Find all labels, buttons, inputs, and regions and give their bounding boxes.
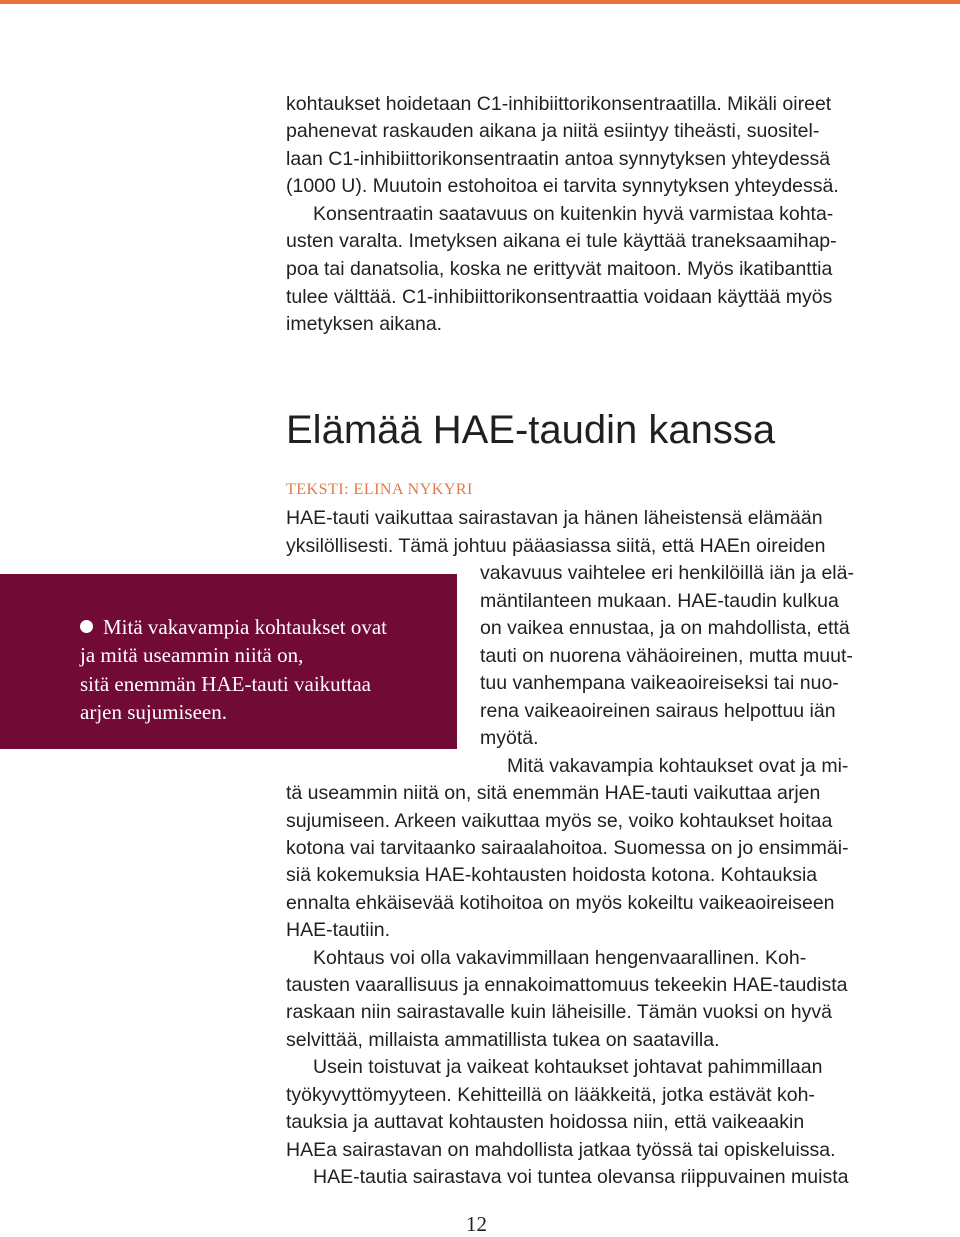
text-line: ennalta ehkäisevää kotihoitoa on myös kokeiltu vaikeaoireiseen — [286, 892, 835, 914]
text-line: Usein toistuvat ja vaikeat kohtaukset johtavat pahimmillaan — [313, 1056, 823, 1078]
text-line: siä kokemuksia HAE-kohtausten hoidosta kotona. Kohtauksia — [286, 864, 818, 886]
text-line: työkyvyttömyyteen. Kehitteillä on lääkkeitä, jotka estävät koh- — [286, 1084, 815, 1106]
text-line: vakavuus vaihtelee eri henkilöillä iän ja elä- — [480, 562, 854, 584]
text-line: tauksia ja auttavat kohtausten hoidossa niin, että vaikeaakin — [286, 1111, 805, 1133]
text-line: Kohtaus voi olla vakavimmillaan hengenvaarallinen. Koh- — [313, 947, 807, 969]
text-line: kohtaukset hoidetaan C1-inhibiittorikonsentraatilla. Mikäli oireet — [286, 93, 832, 115]
text-line: HAE-tautia sairastava voi tuntea olevansa riippuvainen muista — [313, 1166, 849, 1188]
text-line: Mitä vakavampia kohtaukset ovat ja mi- — [507, 755, 849, 777]
text-line: tä useammin niitä on, sitä enemmän HAE-tauti vaikuttaa arjen — [286, 782, 821, 804]
text-line: selvittää, millaista ammatillista tukea on saatavilla. — [286, 1029, 720, 1051]
text-line: HAE-tauti vaikuttaa sairastavan ja hänen läheistensä elämään — [286, 507, 823, 529]
text-line: rena vaikeaoireinen sairaus helpottuu iän — [480, 700, 836, 722]
pull-quote-line: Mitä vakavampia kohtaukset ovat — [103, 615, 388, 639]
text-line: myötä. — [480, 727, 539, 749]
text-line: HAE-tautiin. — [286, 919, 391, 941]
pull-quote-line: sitä enemmän HAE-tauti vaikuttaa — [80, 672, 371, 696]
text-line: raskaan niin sairastavalle kuin läheisille. Tämän vuoksi on hyvä — [286, 1001, 832, 1023]
text-line: pahenevat raskauden aikana ja niitä esiintyy tiheästi, suositel- — [286, 120, 820, 142]
text-line: on vaikea ennustaa, ja on mahdollista, että — [480, 617, 850, 639]
pull-quote-line: ja mitä useammin niitä on, — [80, 643, 304, 667]
text-line: tuu vanhempana vaikeaoireiseksi tai nuo- — [480, 672, 839, 694]
text-line: imetyksen aikana. — [286, 313, 443, 335]
text-line: HAEa sairastavan on mahdollista jatkaa työssä tai opiskeluissa. — [286, 1139, 836, 1161]
text-line: usten varalta. Imetyksen aikana ei tule käyttää traneksaamihap- — [286, 230, 837, 252]
text-line: kotona vai tarvitaanko sairaalahoitoa. Suomessa on jo ensimmäi- — [286, 837, 849, 859]
text-line: yksilöllisesti. Tämä johtuu pääasiassa siitä, että HAEn oireiden — [286, 535, 826, 557]
text-line: tausten vaarallisuus ja ennakoimattomuus tekeekin HAE-taudista — [286, 974, 848, 996]
bullet-icon — [80, 620, 93, 633]
pull-quote-line: arjen sujumiseen. — [80, 700, 227, 724]
text-line: laan C1-inhibiittorikonsentraatin antoa synnytyksen yhteydessä — [286, 148, 831, 170]
text-line: tauti on nuorena vähäoireinen, mutta muut- — [480, 645, 853, 667]
text-line: (1000 U). Muutoin estohoitoa ei tarvita synnytyksen yhteydessä. — [286, 175, 839, 197]
text-line: sujumiseen. Arkeen vaikuttaa myös se, voiko kohtaukset hoitaa — [286, 810, 833, 832]
text-line: tulee välttää. C1-inhibiittorikonsentraattia voidaan käyttää myös — [286, 286, 833, 308]
page-number: 12 — [466, 1212, 487, 1236]
text-line: Konsentraatin saatavuus on kuitenkin hyvä varmistaa kohta- — [313, 203, 834, 225]
top-accent-bar — [0, 0, 960, 4]
text-line: poa tai danatsolia, koska ne erittyvät maitoon. Myös ikatibanttia — [286, 258, 833, 280]
article-byline: TEKSTI: ELINA NYKYRI — [286, 481, 473, 498]
article-title: Elämää HAE-taudin kanssa — [286, 408, 776, 452]
text-line: mäntilanteen mukaan. HAE-taudin kulkua — [480, 590, 839, 612]
